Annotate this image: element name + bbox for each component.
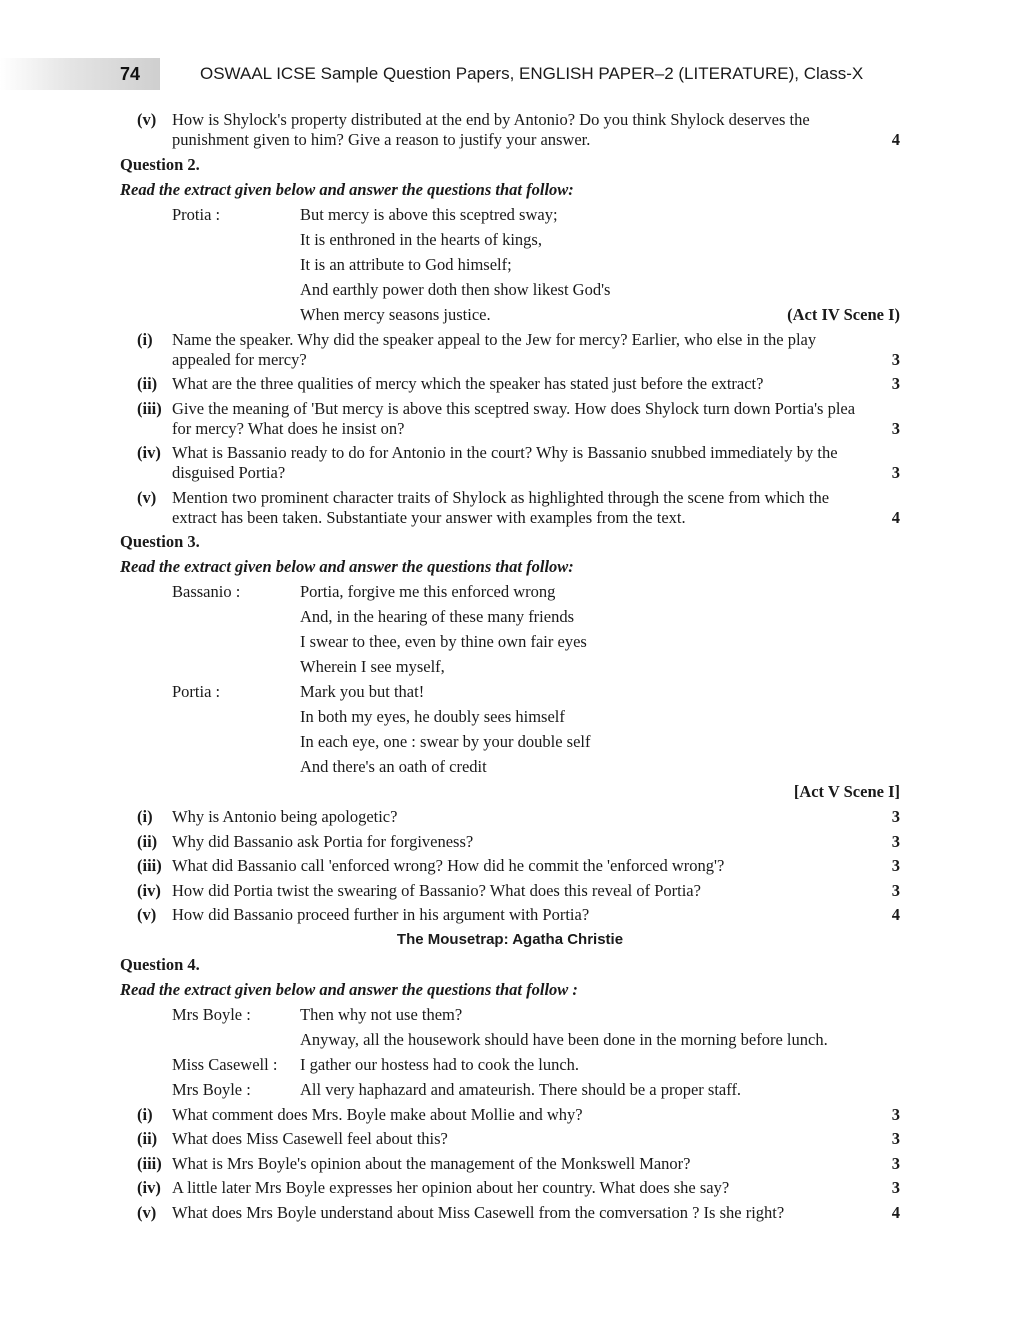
item-number: (ii)	[137, 831, 158, 851]
item-text: Why is Antonio being apologetic?	[172, 807, 398, 826]
extract-text: All very haphazard and amateurish. There should be a proper staff.	[300, 1079, 742, 1099]
page-number: 74	[120, 64, 141, 84]
item-text: What comment does Mrs. Boyle make about Mollie and why?	[172, 1104, 583, 1124]
item-number: (iv)	[137, 880, 161, 900]
scene-reference: [Act V Scene I]	[793, 782, 900, 801]
extract-line	[120, 707, 900, 732]
question-item	[120, 1129, 900, 1149]
extract-text: Mark you but that!	[300, 682, 425, 701]
question-item	[120, 330, 900, 370]
extract-line	[120, 682, 900, 707]
page-header	[0, 58, 1020, 92]
item-number: (iii)	[137, 856, 162, 875]
item-marks: 3	[891, 831, 900, 851]
extract-text: And there's an oath of credit	[300, 757, 487, 776]
item-number: (iv)	[137, 443, 161, 462]
item-number: (iii)	[137, 1153, 162, 1173]
question-item	[120, 110, 900, 150]
extract-text: And, in the hearing of these many friends	[300, 607, 575, 626]
section-title: The Mousetrap: Agatha Christie	[396, 930, 624, 948]
speaker-name: Mrs Boyle :	[172, 1079, 251, 1099]
extract-line	[120, 732, 900, 757]
item-text: What are the three qualities of mercy which the speaker has stated just before the extract?	[172, 374, 764, 393]
item-text: What does Mrs Boyle understand about Miss Casewell from the comversation ? Is she right?	[172, 1202, 785, 1222]
item-text: Mention two prominent character traits of Shylock as highlighted through the scene from which the extract has been taken. Substantiate your answer with examples from the text.	[172, 487, 830, 527]
item-text: How did Portia twist the swearing of Bassanio? What does this reveal of Portia?	[172, 880, 701, 900]
extract-text: In both my eyes, he doubly sees himself	[300, 707, 565, 726]
question-item	[120, 1105, 900, 1125]
item-number: (iv)	[137, 1178, 161, 1197]
extract-line	[120, 280, 900, 305]
question-item	[120, 1154, 900, 1174]
extract-text: I gather our hostess had to cook the lunch.	[300, 1054, 580, 1074]
extract-line	[120, 1030, 900, 1055]
question-instruction: Read the extract given below and answer the questions that follow:	[120, 179, 574, 199]
extract-block	[120, 1005, 900, 1105]
extract-text: When mercy seasons justice.	[300, 304, 491, 324]
item-number: (iii)	[137, 398, 162, 418]
item-text: Why did Bassanio ask Portia for forgiveness?	[172, 831, 474, 851]
extract-line	[120, 1055, 900, 1080]
question-item	[120, 807, 900, 827]
question-item	[120, 374, 900, 394]
item-marks: 3	[891, 807, 900, 826]
question-item	[120, 443, 900, 483]
item-marks: 3	[891, 463, 900, 482]
extract-text: I swear to thee, even by thine own fair eyes	[300, 632, 587, 651]
speaker-name: Protia :	[172, 204, 221, 224]
question-item	[120, 881, 900, 901]
extract-text: It is an attribute to God himself;	[300, 254, 512, 274]
item-text: Name the speaker. Why did the speaker appeal to the Jew for mercy? Earlier, who else in the play appealed for mercy?	[172, 329, 817, 369]
question-heading: Question 2.	[120, 154, 200, 174]
question-item	[120, 905, 900, 925]
question-item	[120, 856, 900, 876]
question-heading: Question 4.	[120, 954, 200, 974]
item-number: (v)	[137, 110, 157, 129]
question-instruction: Read the extract given below and answer the questions that follow:	[120, 557, 574, 576]
question-item	[120, 1178, 900, 1198]
question-item	[120, 832, 900, 852]
item-text: How did Bassanio proceed further in his argument with Portia?	[172, 905, 590, 924]
item-text: Give the meaning of 'But mercy is above this sceptred sway. How does Shylock turn down Portia's plea for mercy? What does he insist on?	[172, 398, 856, 438]
question-item	[120, 1203, 900, 1223]
extract-text: Portia, forgive me this enforced wrong	[300, 582, 556, 601]
extract-block	[120, 582, 900, 782]
item-number: (v)	[137, 1202, 157, 1222]
item-text: A little later Mrs Boyle expresses her opinion about her country. What does she say?	[172, 1178, 730, 1197]
extract-block	[120, 205, 900, 330]
item-number: (i)	[137, 329, 153, 349]
question-heading: Question 3.	[120, 532, 200, 551]
extract-text: But mercy is above this sceptred sway;	[300, 204, 558, 224]
item-marks: 4	[891, 130, 900, 149]
item-number: (i)	[137, 1104, 153, 1124]
item-marks: 4	[891, 507, 900, 527]
extract-line	[120, 305, 900, 330]
question-instruction: Read the extract given below and answer the questions that follow :	[120, 979, 578, 999]
scene-reference: (Act IV Scene I)	[787, 304, 900, 324]
item-number: (v)	[137, 487, 157, 507]
extract-text: It is enthroned in the hearts of kings,	[300, 229, 542, 249]
extract-line	[120, 205, 900, 230]
extract-line	[120, 657, 900, 682]
extract-text: In each eye, one : swear by your double self	[300, 732, 591, 751]
item-text: What is Mrs Boyle's opinion about the management of the Monkswell Manor?	[172, 1153, 691, 1173]
item-marks: 3	[891, 1153, 900, 1173]
extract-line	[120, 582, 900, 607]
item-marks: 3	[891, 1129, 900, 1148]
extract-line	[120, 255, 900, 280]
running-head: OSWAAL ICSE Sample Question Papers, ENGLISH PAPER–2 (LITERATURE), Class-X	[200, 64, 864, 83]
item-marks: 3	[891, 374, 900, 393]
extract-line	[120, 607, 900, 632]
extract-line	[120, 1080, 900, 1105]
item-marks: 3	[891, 1104, 900, 1124]
extract-text: Wherein I see myself,	[300, 657, 445, 676]
item-number: (ii)	[137, 374, 158, 393]
item-text: What did Bassanio call 'enforced wrong? How did he commit the 'enforced wrong'?	[172, 856, 725, 875]
speaker-name: Mrs Boyle :	[172, 1004, 251, 1024]
extract-text: Then why not use them?	[300, 1004, 463, 1024]
item-marks: 4	[891, 1202, 900, 1222]
extract-line	[120, 757, 900, 782]
item-text: How is Shylock's property distributed at the end by Antonio? Do you think Shylock deserves the punishment given to him? Give a reason to justify your answer.	[172, 110, 810, 149]
item-marks: 3	[891, 349, 900, 369]
item-marks: 3	[891, 880, 900, 900]
extract-text: Anyway, all the housework should have been done in the morning before lunch.	[300, 1029, 828, 1049]
speaker-name: Miss Casewell :	[172, 1054, 278, 1074]
item-text: What does Miss Casewell feel about this?	[172, 1129, 448, 1148]
extract-line	[120, 1005, 900, 1030]
item-marks: 3	[891, 1178, 900, 1197]
speaker-name: Portia :	[172, 682, 221, 701]
question-item	[120, 488, 900, 528]
item-number: (ii)	[137, 1129, 158, 1148]
speaker-name: Bassanio :	[172, 582, 241, 601]
extract-line	[120, 632, 900, 657]
item-number: (i)	[137, 807, 153, 826]
item-marks: 3	[891, 418, 900, 438]
item-number: (v)	[137, 905, 157, 924]
item-marks: 4	[891, 905, 900, 924]
page-content	[120, 110, 900, 1227]
question-item	[120, 399, 900, 439]
extract-line	[120, 230, 900, 255]
extract-text: And earthly power doth then show likest God's	[300, 279, 611, 299]
item-text: What is Bassanio ready to do for Antonio in the court? Why is Bassanio snubbed immediately by the disguised Portia?	[172, 443, 838, 482]
item-marks: 3	[891, 856, 900, 875]
